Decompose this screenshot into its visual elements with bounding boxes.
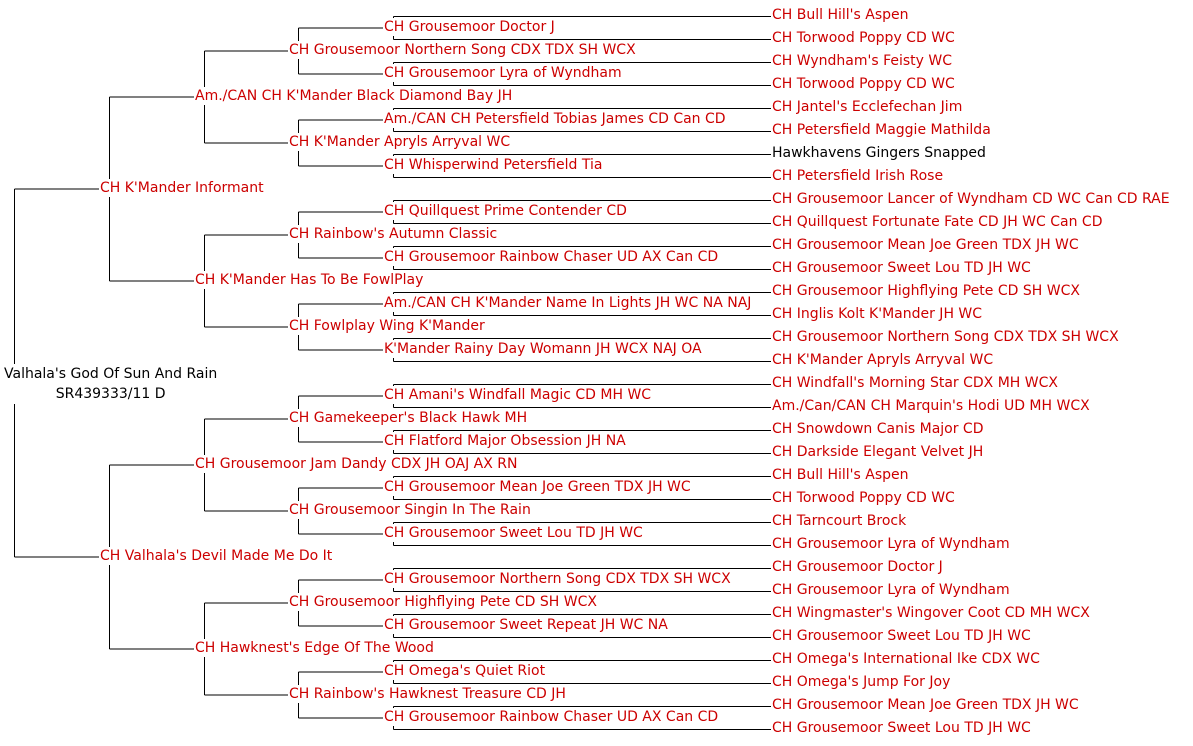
ancestor-gen4-5-ch-quillquest-prime-contender-cd[interactable]: CH Quillquest Prime Contender CD	[384, 202, 627, 219]
ancestor-gen5-14-ch-inglis-kolt-k-mander-jh-wc[interactable]: CH Inglis Kolt K'Mander JH WC	[772, 306, 983, 322]
ancestor-gen5-20-ch-darkside-elegant-velvet-jh[interactable]: CH Darkside Elegant Velvet JH	[772, 444, 984, 460]
ancestor-gen4-2-ch-grousemoor-lyra-of-wyndham[interactable]: CH Grousemoor Lyra of Wyndham	[384, 64, 622, 81]
ancestor-gen5-5-ch-jantel-s-ecclefechan-jim[interactable]: CH Jantel's Ecclefechan Jim	[772, 99, 963, 115]
ancestor-gen5-8-ch-petersfield-irish-rose[interactable]: CH Petersfield Irish Rose	[772, 168, 944, 184]
ancestor-gen4-11-ch-grousemoor-mean-joe-green-tdx-jh-wc[interactable]: CH Grousemoor Mean Joe Green TDX JH WC	[384, 478, 691, 495]
ancestor-gen4-6-ch-grousemoor-rainbow-chaser-ud-ax-can-cd[interactable]: CH Grousemoor Rainbow Chaser UD AX Can CD	[384, 248, 719, 265]
ancestor-gen3-3-ch-rainbow-s-autumn-classic[interactable]: CH Rainbow's Autumn Classic	[289, 225, 498, 242]
ancestor-gen5-13-ch-grousemoor-highflying-pete-cd-sh-wcx[interactable]: CH Grousemoor Highflying Pete CD SH WCX	[772, 283, 1080, 299]
ancestor-gen4-4-ch-whisperwind-petersfield-tia[interactable]: CH Whisperwind Petersfield Tia	[384, 156, 603, 173]
ancestor-gen5-19-ch-snowdown-canis-major-cd[interactable]: CH Snowdown Canis Major CD	[772, 421, 984, 437]
ancestor-gen5-21-ch-bull-hill-s-aspen[interactable]: CH Bull Hill's Aspen	[772, 467, 909, 483]
ancestor-gen5-30-ch-omega-s-jump-for-joy[interactable]: CH Omega's Jump For Joy	[772, 674, 951, 690]
ancestor-gen5-23-ch-tarncourt-brock[interactable]: CH Tarncourt Brock	[772, 513, 907, 529]
ancestor-gen5-29-ch-omega-s-international-ike-cdx-wc[interactable]: CH Omega's International Ike CDX WC	[772, 651, 1040, 667]
ancestor-gen4-15-ch-omega-s-quiet-riot[interactable]: CH Omega's Quiet Riot	[384, 662, 546, 679]
ancestor-gen5-22-ch-torwood-poppy-cd-wc[interactable]: CH Torwood Poppy CD WC	[772, 490, 955, 506]
ancestor-gen3-1-ch-grousemoor-northern-song-cdx-tdx-sh-wcx[interactable]: CH Grousemoor Northern Song CDX TDX SH WCX	[289, 41, 636, 58]
ancestor-gen4-3-am-can-ch-petersfield-tobias-james-cd-can-cd[interactable]: Am./CAN CH Petersfield Tobias James CD Can CD	[384, 110, 726, 127]
ancestor-gen5-15-ch-grousemoor-northern-song-cdx-tdx-sh-wcx[interactable]: CH Grousemoor Northern Song CDX TDX SH WCX	[772, 329, 1119, 345]
ancestor-gen5-24-ch-grousemoor-lyra-of-wyndham[interactable]: CH Grousemoor Lyra of Wyndham	[772, 536, 1010, 552]
ancestor-gen2-2-ch-k-mander-has-to-be-fowlplay[interactable]: CH K'Mander Has To Be FowlPlay	[195, 271, 424, 288]
ancestor-gen3-6-ch-grousemoor-singin-in-the-rain[interactable]: CH Grousemoor Singin In The Rain	[289, 501, 531, 518]
ancestor-gen5-9-ch-grousemoor-lancer-of-wyndham-cd-wc-can-cd-rae[interactable]: CH Grousemoor Lancer of Wyndham CD WC Can CD RAE	[772, 191, 1170, 207]
ancestor-gen4-1-ch-grousemoor-doctor-j[interactable]: CH Grousemoor Doctor J	[384, 18, 555, 35]
ancestor-gen5-26-ch-grousemoor-lyra-of-wyndham[interactable]: CH Grousemoor Lyra of Wyndham	[772, 582, 1010, 598]
ancestor-gen2-3-ch-grousemoor-jam-dandy-cdx-jh-oaj-ax-rn[interactable]: CH Grousemoor Jam Dandy CDX JH OAJ AX RN	[195, 455, 518, 472]
ancestor-gen5-31-ch-grousemoor-mean-joe-green-tdx-jh-wc[interactable]: CH Grousemoor Mean Joe Green TDX JH WC	[772, 697, 1079, 713]
ancestor-gen5-32-ch-grousemoor-sweet-lou-td-jh-wc[interactable]: CH Grousemoor Sweet Lou TD JH WC	[772, 720, 1031, 736]
ancestor-gen3-7-ch-grousemoor-highflying-pete-cd-sh-wcx[interactable]: CH Grousemoor Highflying Pete CD SH WCX	[289, 593, 597, 610]
ancestor-gen5-27-ch-wingmaster-s-wingover-coot-cd-mh-wcx[interactable]: CH Wingmaster's Wingover Coot CD MH WCX	[772, 605, 1090, 621]
ancestor-gen1-2-ch-valhala-s-devil-made-me-do-it[interactable]: CH Valhala's Devil Made Me Do It	[100, 547, 333, 564]
ancestor-gen3-4-ch-fowlplay-wing-k-mander[interactable]: CH Fowlplay Wing K'Mander	[289, 317, 485, 334]
ancestor-gen5-2-ch-torwood-poppy-cd-wc[interactable]: CH Torwood Poppy CD WC	[772, 30, 955, 46]
ancestor-gen4-14-ch-grousemoor-sweet-repeat-jh-wc-na[interactable]: CH Grousemoor Sweet Repeat JH WC NA	[384, 616, 668, 633]
ancestor-gen4-16-ch-grousemoor-rainbow-chaser-ud-ax-can-cd[interactable]: CH Grousemoor Rainbow Chaser UD AX Can CD	[384, 708, 719, 725]
ancestor-gen4-7-am-can-ch-k-mander-name-in-lights-jh-wc-na-naj[interactable]: Am./CAN CH K'Mander Name In Lights JH WC NA NAJ	[384, 294, 752, 311]
ancestor-gen5-28-ch-grousemoor-sweet-lou-td-jh-wc[interactable]: CH Grousemoor Sweet Lou TD JH WC	[772, 628, 1031, 644]
ancestor-gen4-8-k-mander-rainy-day-womann-jh-wcx-naj-oa[interactable]: K'Mander Rainy Day Womann JH WCX NAJ OA	[384, 340, 702, 357]
ancestor-gen4-13-ch-grousemoor-northern-song-cdx-tdx-sh-wcx[interactable]: CH Grousemoor Northern Song CDX TDX SH WCX	[384, 570, 731, 587]
subject-dog	[4, 364, 217, 404]
subject-dog-name: Valhala's God Of Sun And Rain	[4, 366, 218, 382]
ancestor-gen4-10-ch-flatford-major-obsession-jh-na[interactable]: CH Flatford Major Obsession JH NA	[384, 432, 626, 449]
ancestor-gen2-1-am-can-ch-k-mander-black-diamond-bay-jh[interactable]: Am./CAN CH K'Mander Black Diamond Bay JH	[195, 87, 513, 104]
ancestor-gen5-11-ch-grousemoor-mean-joe-green-tdx-jh-wc[interactable]: CH Grousemoor Mean Joe Green TDX JH WC	[772, 237, 1079, 253]
ancestor-gen3-5-ch-gamekeeper-s-black-hawk-mh[interactable]: CH Gamekeeper's Black Hawk MH	[289, 409, 528, 426]
ancestor-gen5-17-ch-windfall-s-morning-star-cdx-mh-wcx[interactable]: CH Windfall's Morning Star CDX MH WCX	[772, 375, 1058, 391]
ancestor-gen5-16-ch-k-mander-apryls-arryval-wc[interactable]: CH K'Mander Apryls Arryval WC	[772, 352, 994, 368]
ancestor-gen5-18-am-can-can-ch-marquin-s-hodi-ud-mh-wcx[interactable]: Am./Can/CAN CH Marquin's Hodi UD MH WCX	[772, 398, 1090, 414]
ancestor-gen5-1-ch-bull-hill-s-aspen[interactable]: CH Bull Hill's Aspen	[772, 7, 909, 23]
ancestor-gen5-10-ch-quillquest-fortunate-fate-cd-jh-wc-can-cd[interactable]: CH Quillquest Fortunate Fate CD JH WC Can CD	[772, 214, 1103, 230]
ancestor-gen5-25-ch-grousemoor-doctor-j[interactable]: CH Grousemoor Doctor J	[772, 559, 943, 575]
ancestor-gen5-4-ch-torwood-poppy-cd-wc[interactable]: CH Torwood Poppy CD WC	[772, 76, 955, 92]
ancestor-gen5-3-ch-wyndham-s-feisty-wc[interactable]: CH Wyndham's Feisty WC	[772, 53, 953, 69]
ancestor-gen5-6-ch-petersfield-maggie-mathilda[interactable]: CH Petersfield Maggie Mathilda	[772, 122, 991, 138]
ancestor-gen4-9-ch-amani-s-windfall-magic-cd-mh-wc[interactable]: CH Amani's Windfall Magic CD MH WC	[384, 386, 652, 403]
subject-dog-registration: SR439333/11 D	[55, 386, 166, 402]
ancestor-gen3-2-ch-k-mander-apryls-arryval-wc[interactable]: CH K'Mander Apryls Arryval WC	[289, 133, 511, 150]
ancestor-gen2-4-ch-hawknest-s-edge-of-the-wood[interactable]: CH Hawknest's Edge Of The Wood	[195, 639, 434, 656]
ancestor-gen5-12-ch-grousemoor-sweet-lou-td-jh-wc[interactable]: CH Grousemoor Sweet Lou TD JH WC	[772, 260, 1031, 276]
ancestor-gen5-7-hawkhavens-gingers-snapped: Hawkhavens Gingers Snapped	[772, 145, 986, 161]
ancestor-gen1-1-ch-k-mander-informant[interactable]: CH K'Mander Informant	[100, 179, 264, 196]
ancestor-gen3-8-ch-rainbow-s-hawknest-treasure-cd-jh[interactable]: CH Rainbow's Hawknest Treasure CD JH	[289, 685, 566, 702]
ancestor-gen4-12-ch-grousemoor-sweet-lou-td-jh-wc[interactable]: CH Grousemoor Sweet Lou TD JH WC	[384, 524, 643, 541]
